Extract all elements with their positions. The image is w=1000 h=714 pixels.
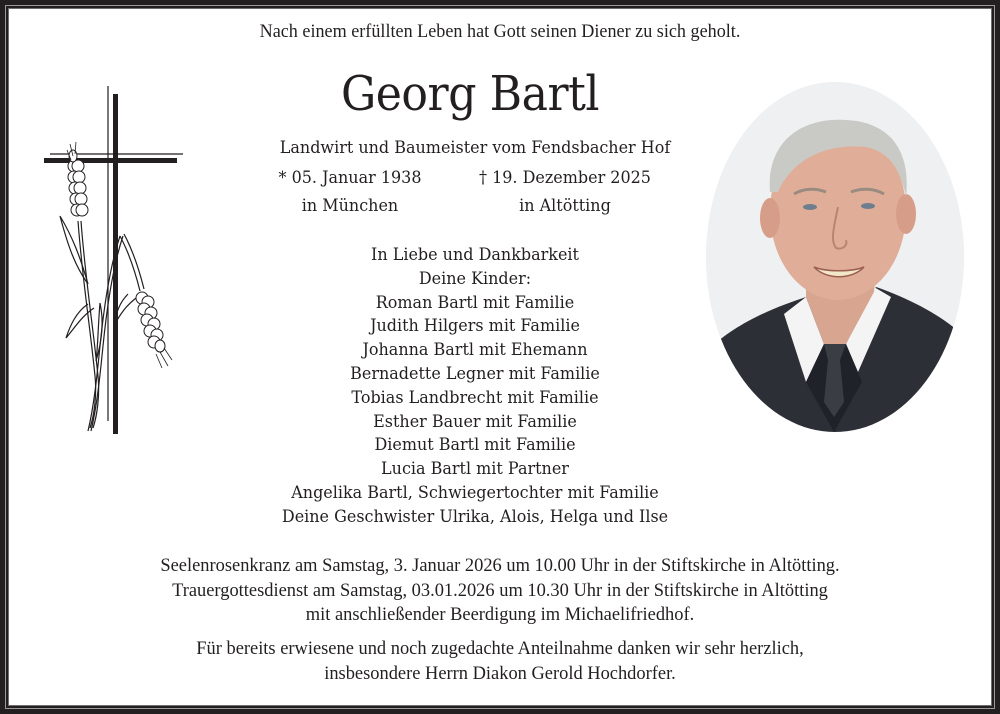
funeral-service-info: Trauergottesdienst am Samstag, 03.01.2026 um 10.30 Uhr in der Stiftskirche in Altötting <box>172 579 828 601</box>
death-place: in Altötting <box>519 196 611 216</box>
thanks-line-2: insbesondere Herrn Diakon Gerold Hochdorfer. <box>324 663 676 684</box>
mourner-item: Bernadette Legner mit Familie <box>350 363 600 384</box>
mourners-list <box>245 244 706 530</box>
mourner-item: Johanna Bartl mit Ehemann <box>362 340 588 361</box>
portrait-photo <box>706 82 964 432</box>
children-heading: Deine Kinder: <box>418 268 532 289</box>
thanks-note <box>73 636 927 686</box>
mourner-item: Roman Bartl mit Familie <box>375 292 575 313</box>
portrait-illustration <box>706 82 964 432</box>
service-details <box>73 554 927 628</box>
thanks-line-1: Für bereits erwiesene und noch zugedachte Anteilnahme danken wir sehr herzlich, <box>196 638 804 659</box>
mourner-item: Esther Bauer mit Familie <box>373 411 577 432</box>
cross-with-wheat-icon <box>40 76 190 436</box>
rosary-info: Seelenrosenkranz am Samstag, 3. Januar 2026 um 10.00 Uhr in der Stiftskirche in Altötting. <box>160 555 840 576</box>
mourner-item: Angelika Bartl, Schwiegertochter mit Familie <box>291 482 659 503</box>
mourner-item: Judith Hilgers mit Familie <box>370 316 580 337</box>
mourner-item: Deine Geschwister Ulrika, Alois, Helga und Ilse <box>281 506 669 527</box>
death-date: † 19. Dezember 2025 <box>479 168 651 188</box>
mourner-item: Diemut Bartl mit Familie <box>374 435 576 456</box>
mourners-heading: In Liebe und Dankbarkeit <box>371 245 579 265</box>
deceased-name: Georg Bartl <box>340 66 600 122</box>
occupation: Landwirt und Baumeister vom Fendsbacher Hof <box>279 138 671 158</box>
intro-sentence: Nach einem erfüllten Leben hat Gott seinen Diener zu sich geholt. <box>259 22 741 42</box>
mourner-item: Tobias Landbrecht mit Familie <box>351 387 599 408</box>
birth-date: * 05. Januar 1938 <box>278 168 422 188</box>
mourner-item: Lucia Bartl mit Partner <box>381 459 569 480</box>
birth-place: in München <box>301 196 399 216</box>
burial-info: mit anschließender Beerdigung im Michaelifriedhof. <box>305 604 695 625</box>
